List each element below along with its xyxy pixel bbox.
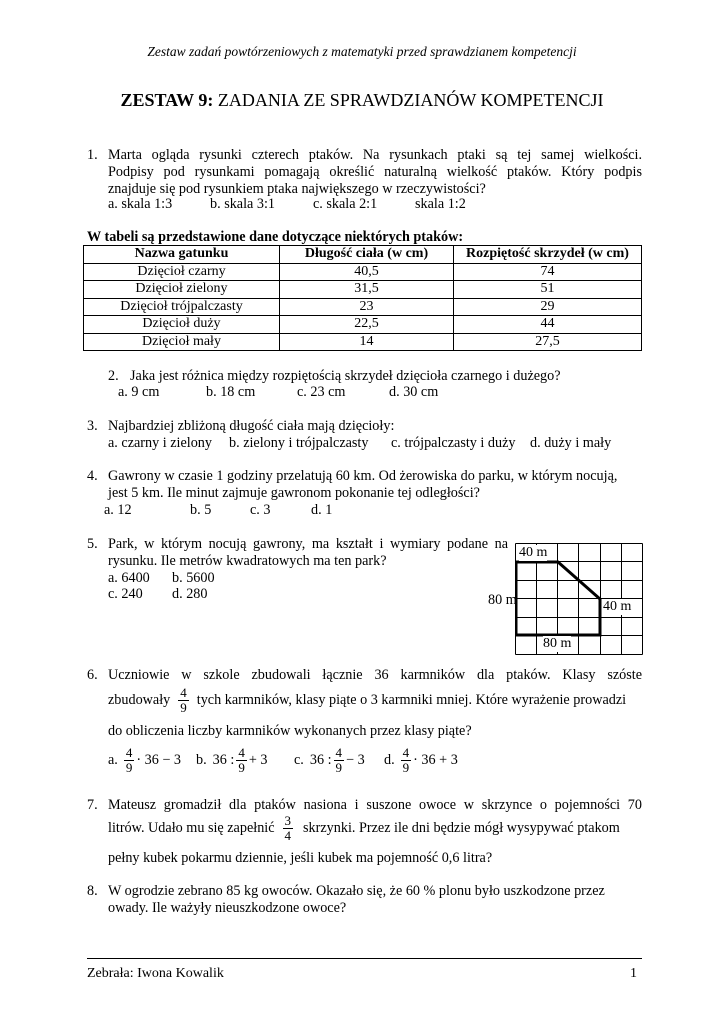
q6-fraction — [178, 686, 189, 715]
q1-answer-b: b. skala 3:1 — [210, 196, 276, 212]
q6-line2-end: tych karmników, klasy piąte o 3 karmniki mniej. Które wyrażenie prowadzi — [196, 692, 627, 708]
table-cell: Dzięcioł czarny — [84, 263, 280, 281]
q6-line2 — [108, 686, 642, 715]
fraction-numerator: 3 — [284, 813, 292, 828]
q4-answer-a: a. 12 — [104, 502, 132, 518]
table-row — [84, 263, 642, 281]
park-label-top: 40 m — [519, 545, 548, 560]
q6-option-a — [108, 742, 181, 778]
footer-divider — [87, 958, 642, 959]
q4-answer-c: c. 3 — [250, 502, 271, 518]
option-expression: − 3 — [346, 751, 365, 768]
q5-line2: rysunku. Ile metrów kwadratowych ma ten park? — [108, 553, 387, 569]
q3-text: Najbardziej zbliżoną długość ciała mają dzięcioły: — [108, 418, 395, 434]
q5-answer-b: b. 5600 — [172, 570, 215, 586]
table-cell: Dzięcioł mały — [84, 333, 280, 351]
table-cell: Dzięcioł duży — [84, 316, 280, 334]
table-cell: 44 — [454, 316, 642, 334]
q7-fraction — [283, 814, 294, 843]
option-prefix: 36 : — [212, 751, 235, 768]
option-label: d. — [384, 751, 395, 768]
table-cell: 74 — [454, 263, 642, 281]
q8-line2: owady. Ile ważyły nieuszkodzone owoce? — [108, 900, 347, 916]
q4-line2: jest 5 km. Ile minut zajmuje gawronom pokonanie tej odległości? — [108, 485, 480, 501]
q1-answer-c: c. skala 2:1 — [313, 196, 378, 212]
q1-line2: Podpisy pod rysunkami pomagają określić naturalną wielkość ptaków. Który podpis — [108, 164, 642, 180]
fraction-denominator: 4 — [284, 828, 292, 843]
table-cell: 31,5 — [280, 281, 454, 299]
fraction-numerator: 4 — [180, 685, 187, 700]
q8-number: 8. — [87, 883, 98, 899]
q1-line1: Marta ogląda rysunki czterech ptaków. Na rysunkach ptaki są tej samej wielkości. — [108, 147, 642, 163]
q1-text — [108, 147, 642, 198]
q4-answer-d: d. 1 — [311, 502, 333, 518]
table-cell: 40,5 — [280, 263, 454, 281]
fraction-denominator: 9 — [125, 759, 133, 775]
option-fraction — [334, 746, 345, 775]
park-label-left: 80 m — [488, 592, 517, 608]
q2-number: 2. — [108, 368, 119, 384]
fraction-numerator: 4 — [238, 744, 245, 760]
table-row — [84, 298, 642, 316]
page-title — [0, 90, 724, 111]
page-number: 1 — [630, 966, 637, 981]
q3-answer-d: d. duży i mały — [530, 435, 612, 451]
table-row — [84, 333, 642, 351]
q3-answer-c: c. trójpalczasty i duży — [391, 435, 516, 451]
q3-number: 3. — [87, 418, 98, 434]
q5-text — [108, 536, 508, 570]
q5-answer-a: a. 6400 — [108, 570, 150, 586]
title-bold: ZESTAW 9: — [120, 90, 214, 110]
option-fraction — [124, 746, 135, 775]
q7-number: 7. — [87, 797, 98, 813]
q7-line1: Mateusz gromadził dla ptaków nasiona i suszone owoce w skrzynce o pojemności 70 — [108, 797, 642, 813]
option-label: b. — [196, 751, 207, 768]
q2-answer-c: c. 23 cm — [297, 384, 346, 400]
q4-answer-b: b. 5 — [190, 502, 212, 518]
q5-line1: Park, w którym nocują gawrony, ma kształt i wymiary podane na — [108, 536, 508, 552]
col-header-wingspan: Rozpiętość skrzydeł (w cm) — [454, 246, 642, 264]
fraction-numerator: 4 — [402, 744, 410, 760]
q1-line3: znajduje się pod rysunkiem ptaka największego w rzeczywistości? — [108, 181, 486, 197]
fraction-denominator: 9 — [335, 759, 343, 775]
col-header-length: Długość ciała (w cm) — [280, 246, 454, 264]
option-fraction — [401, 746, 412, 775]
fraction-denominator: 9 — [180, 700, 187, 715]
q2-answer-d: d. 30 cm — [389, 384, 439, 400]
q2-text: Jaka jest różnica między rozpiętością skrzydeł dzięcioła czarnego i dużego? — [130, 368, 561, 384]
q4-line1: Gawrony w czasie 1 godziny przelatują 60 km. Od żerowiska do parku, w którym nocują, — [108, 468, 618, 484]
table-intro: W tabeli są przedstawione dane dotyczące niektórych ptaków: — [87, 229, 464, 245]
q8-line1: W ogrodzie zebrano 85 kg owoców. Okazało się, że 60 % plonu było uszkodzone przez — [108, 883, 605, 899]
park-label-bottom: 80 m — [543, 636, 572, 651]
q5-answer-d: d. 280 — [172, 586, 208, 602]
q3-answer-a: a. czarny i zielony — [108, 435, 212, 451]
option-expression: · 36 + 3 — [413, 751, 458, 768]
q6-line3: do obliczenia liczby karmników wykonanych przez klasy piąte? — [108, 723, 472, 739]
page-header: Zestaw zadań powtórzeniowych z matematyki przed sprawdzianem kompetencji — [147, 44, 577, 59]
q1-answer-d: skala 1:2 — [415, 196, 466, 212]
fraction-denominator: 9 — [402, 759, 410, 775]
option-prefix: 36 : — [309, 751, 332, 768]
q1-number: 1. — [87, 147, 98, 163]
table-cell: 23 — [280, 298, 454, 316]
q5-number: 5. — [87, 536, 98, 552]
q6-number: 6. — [87, 667, 98, 683]
option-expression: · 36 − 3 — [136, 751, 182, 768]
table-cell: Dzięcioł zielony — [84, 281, 280, 299]
q2-answer-a: a. 9 cm — [118, 384, 160, 400]
col-header-name: Nazwa gatunku — [84, 246, 280, 264]
table-row — [84, 281, 642, 299]
park-label-right: 40 m — [603, 599, 632, 614]
table-cell: 51 — [454, 281, 642, 299]
q7-line2 — [108, 814, 642, 843]
q6-line2-start: zbudowały — [108, 692, 171, 708]
option-expression: + 3 — [248, 751, 268, 768]
q7-line2-end: skrzynki. Przez ile dni będzie mógł wysypywać ptakom — [303, 820, 620, 836]
birds-table — [83, 245, 642, 351]
option-fraction — [236, 746, 247, 775]
q3-answer-b: b. zielony i trójpalczasty — [229, 435, 369, 451]
table-cell: Dzięcioł trójpalczasty — [84, 298, 280, 316]
q6-line1: Uczniowie w szkole zbudowali łącznie 36 karmników dla ptaków. Klasy szóste — [108, 667, 642, 683]
q7-line2-start: litrów. Udało mu się zapełnić — [108, 820, 275, 836]
table-header-row — [84, 246, 642, 264]
fraction-numerator: 4 — [125, 744, 133, 760]
option-label: a. — [108, 751, 118, 768]
q7-line3: pełny kubek pokarmu dziennie, jeśli kubek ma pojemność 0,6 litra? — [108, 850, 493, 866]
q6-option-b — [196, 742, 267, 778]
q6-options — [108, 742, 642, 778]
q4-number: 4. — [87, 468, 98, 484]
title-rest: ZADANIA ZE SPRAWDZIANÓW KOMPETENCJI — [213, 90, 604, 110]
footer-author: Zebrała: Iwona Kowalik — [87, 966, 224, 981]
q1-answer-a: a. skala 1:3 — [108, 196, 173, 212]
table-cell: 14 — [280, 333, 454, 351]
q6-option-c — [294, 742, 365, 778]
q2-answer-b: b. 18 cm — [206, 384, 256, 400]
fraction-denominator: 9 — [238, 759, 245, 775]
q5-answer-c: c. 240 — [108, 586, 143, 602]
fraction-numerator: 4 — [335, 744, 343, 760]
table-cell: 22,5 — [280, 316, 454, 334]
q4-text — [108, 468, 642, 502]
table-cell: 27,5 — [454, 333, 642, 351]
q6-option-d — [384, 742, 458, 778]
option-label: c. — [294, 751, 304, 768]
table-cell: 29 — [454, 298, 642, 316]
q8-text — [108, 883, 642, 917]
table-row — [84, 316, 642, 334]
